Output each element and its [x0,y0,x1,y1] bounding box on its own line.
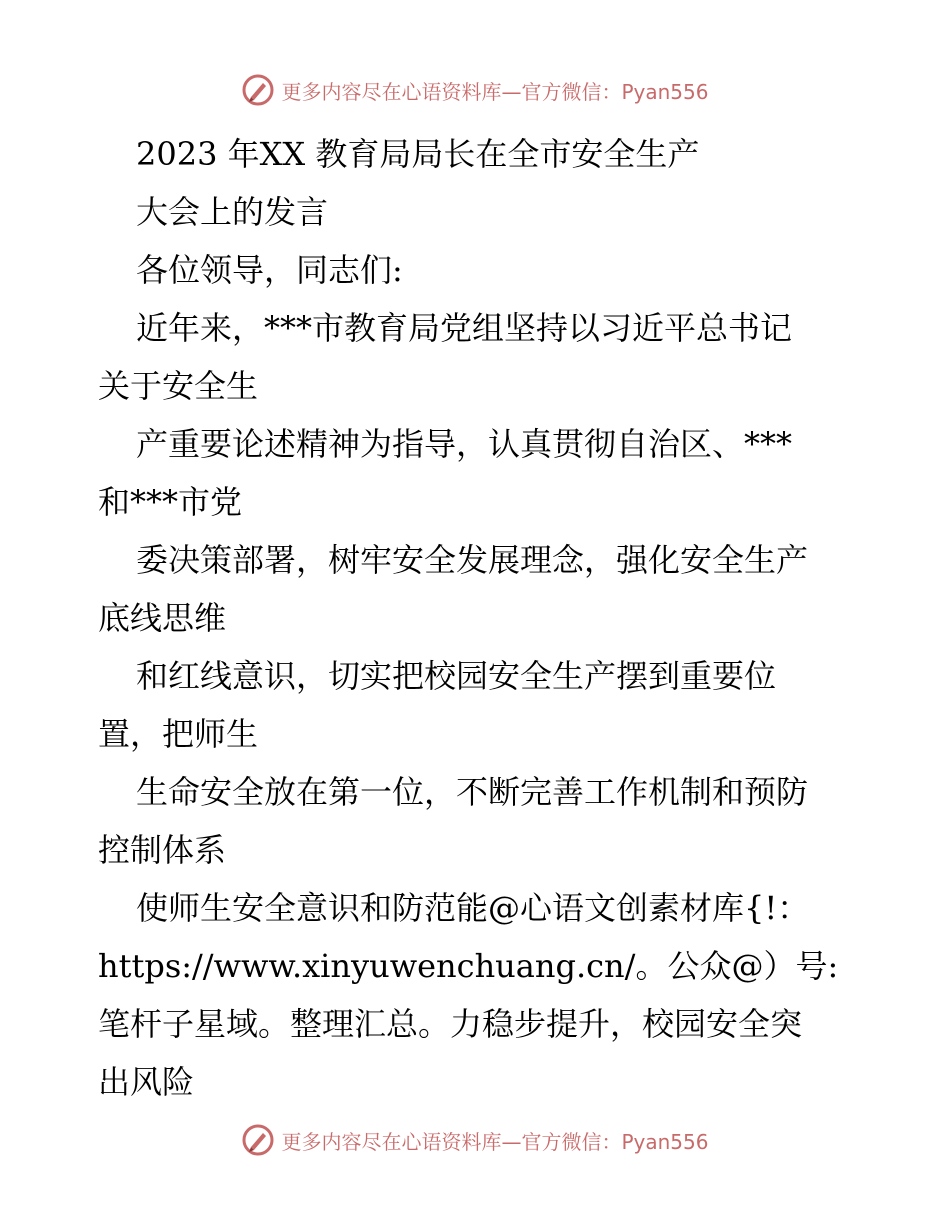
document-title-line-2: 大会上的发言 [136,193,329,231]
header-watermark-inner [241,73,708,107]
paragraph-line: 产重要论述精神为指导，认真贯彻自治区、*** [136,425,793,463]
paragraph-line: 委决策部署，树牢安全发展理念，强化安全生产 [136,541,809,579]
header-watermark [0,70,950,110]
greeting: 各位领导，同志们: [136,251,403,289]
paragraph-line: 和红线意识，切实把校园安全生产摆到重要位 [136,657,777,695]
footer-watermark-inner [241,1123,708,1157]
paragraph-line: 出风险 [98,1063,195,1101]
pen-circle-icon [241,73,275,107]
pen-circle-icon [241,1123,275,1157]
paragraph-line: 生命安全放在第一位，不断完善工作机制和预防 [136,773,809,811]
paragraph-line: 底线思维 [98,599,227,637]
paragraph-line: 使师生安全意识和防范能@心语文创素材库{!： [136,889,810,927]
paragraph-line: 关于安全生 [98,367,259,405]
paragraph-line: https://www.xinyuwenchuang.cn/。公众@）号: [98,947,839,985]
footer-watermark [0,1120,950,1160]
paragraph-line: 控制体系 [98,831,227,869]
footer-watermark-text: 更多内容尽在心语资料库—官方微信：Pyan556 [281,1129,709,1154]
document-title-line-1: 2023 年XX 教育局局长在全市安全生产 [136,135,700,173]
paragraph-line: 近年来，***市教育局党组坚持以习近平总书记 [136,309,793,347]
paragraph-line: 笔杆子星域。整理汇总。力稳步提升，校园安全突 [98,1005,803,1043]
header-watermark-text: 更多内容尽在心语资料库—官方微信：Pyan556 [281,79,709,104]
paragraph-line: 和***市党 [98,483,243,521]
document-body [98,125,858,1111]
paragraph-line: 置，把师生 [98,715,259,753]
